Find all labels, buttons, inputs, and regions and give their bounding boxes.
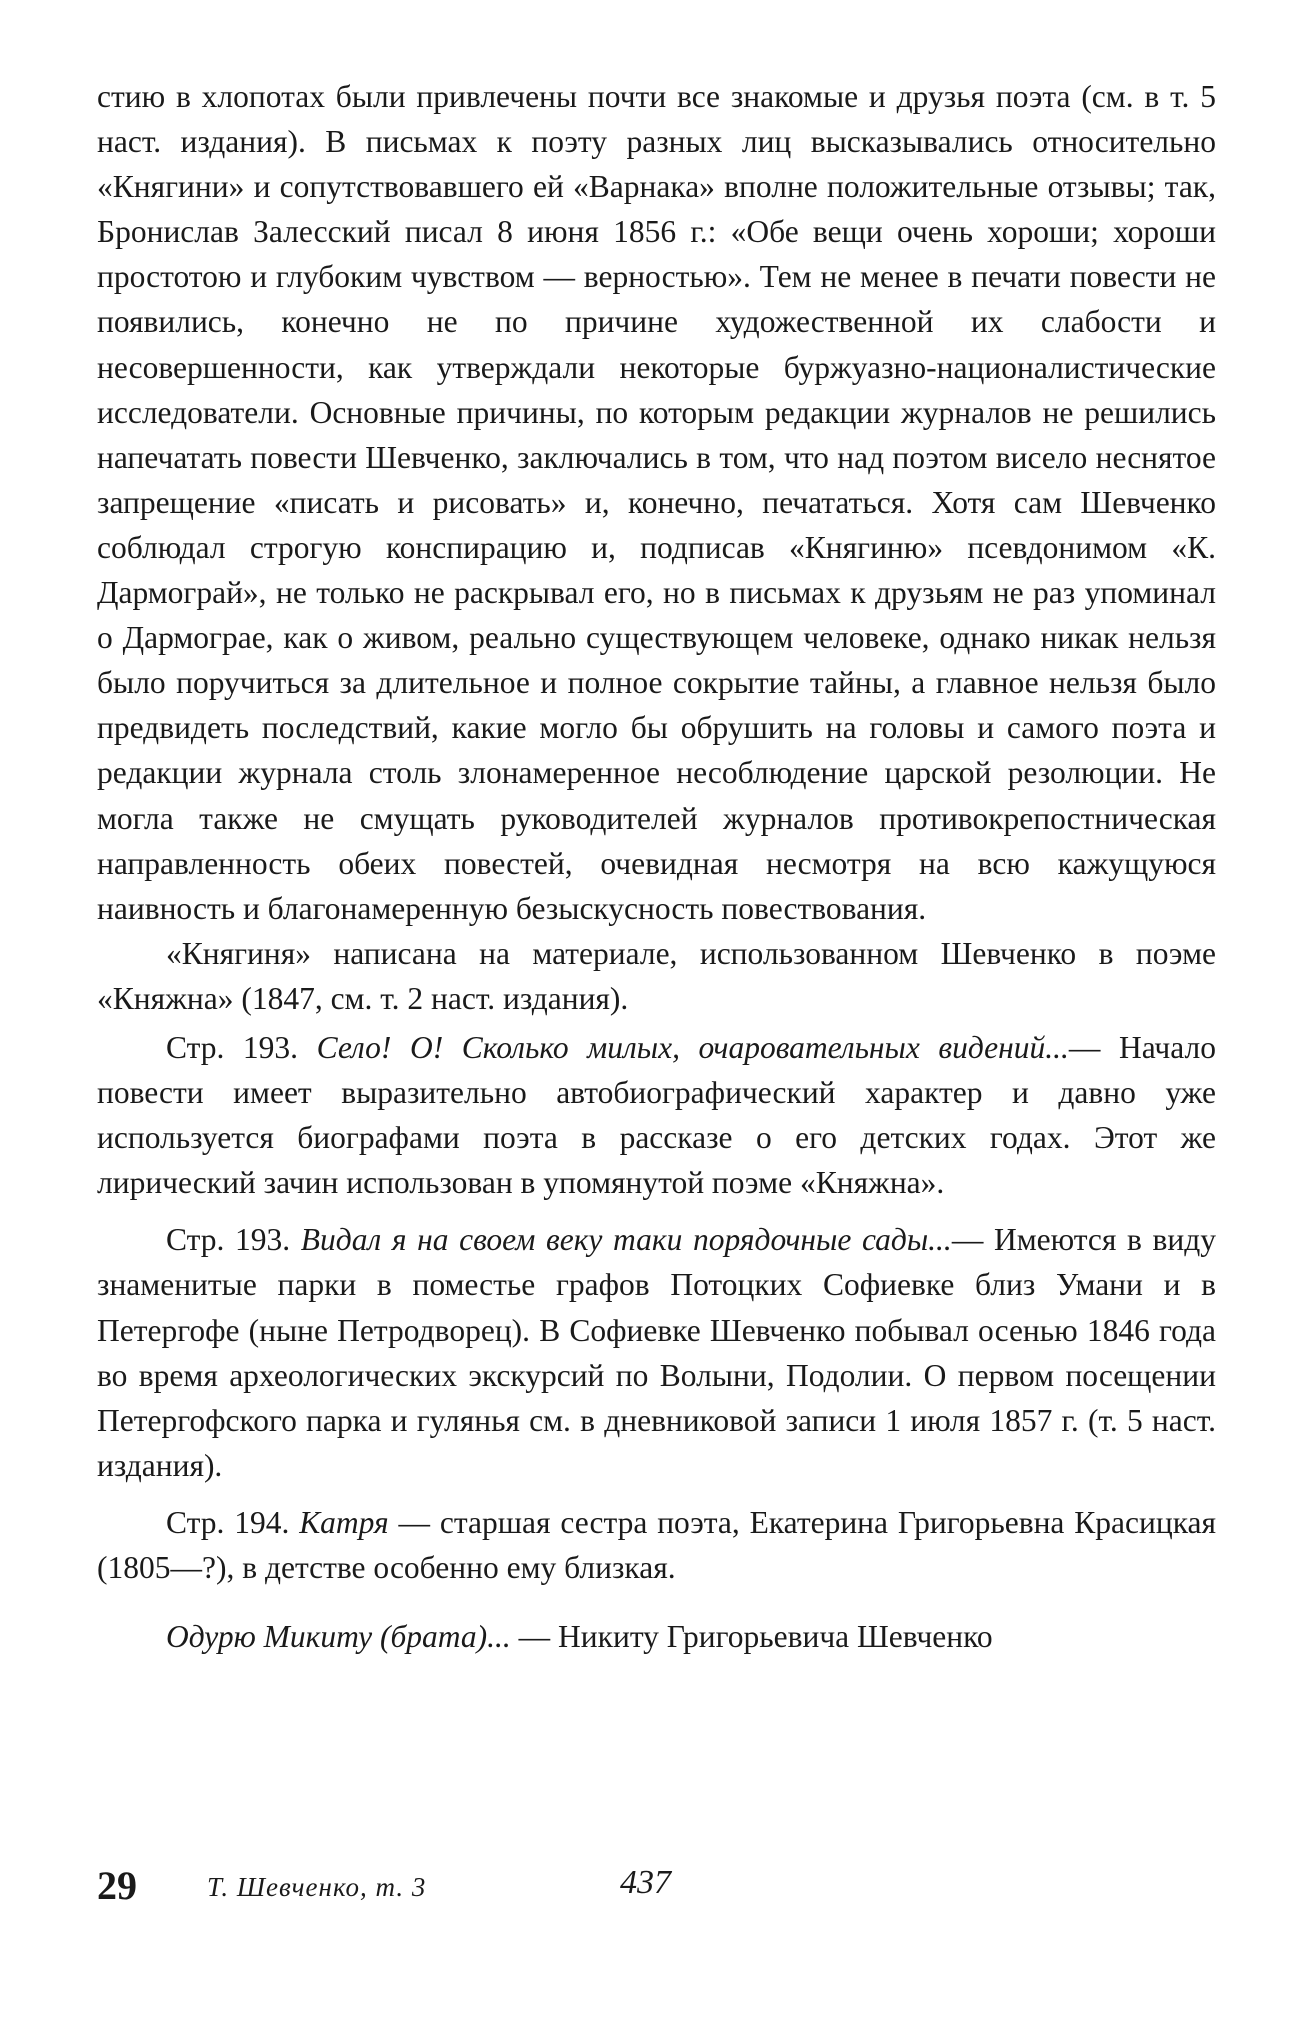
note-4 <box>97 1614 1216 1659</box>
note-1 <box>97 1025 1216 1205</box>
note-1-ref: Стр. 193. <box>166 1029 299 1065</box>
note-3-text: — старшая сестра поэта, Екатерина Григорьевна Красицкая (1805—?), в детстве особенно ему близкая. <box>97 1504 1217 1585</box>
page-body <box>97 74 1216 1659</box>
note-2-text: — Имеются в виду знаменитые парки в поместье графов Потоцких Софиевке близ Умани и в Петергофе (ныне Петродворец). В Софиевке Шевченко побывал осенью 1846 года во время археологических экскурсий по Волыни, Подолии. О первом посещении Петергофского парка и гулянья см. в дневниковой записи 1 июля 1857 г. (т. 5 наст. издания). <box>97 1222 1216 1483</box>
signature-number: 29 <box>97 1863 137 1908</box>
signature-title: Т. Шевченко, т. 3 <box>207 1872 427 1902</box>
note-3 <box>97 1500 1216 1590</box>
note-4-text: — Никиту Григорьевича Шевченко <box>510 1619 993 1655</box>
note-2-ref: Стр. 193. <box>166 1222 291 1258</box>
note-4-quote: Одурю Микиту (брата)... <box>166 1619 511 1655</box>
note-3-quote: Катря <box>299 1504 389 1540</box>
page-number: 437 <box>620 1864 671 1901</box>
note-1-quote: Село! О! Сколько милых, очаровательных видений... <box>316 1029 1069 1065</box>
note-2-quote: Видал я на своем веку таки порядочные сады... <box>300 1222 952 1258</box>
note-2 <box>97 1217 1216 1488</box>
page-footer <box>97 1862 1217 1912</box>
note-3-ref: Стр. 194. <box>166 1504 290 1540</box>
paragraph-continuation: стию в хлопотах были привлечены почти все знакомые и друзья поэта (см. в т. 5 наст. издания). В письмах к поэту разных лиц высказывались относительно «Княгини» и сопутствовавшего ей «Варнака» вполне положительные отзывы; так, Бронислав Залесский писал 8 июня 1856 г.: «Обе вещи очень хороши; хороши простотою и глубоким чувством — верностью». Тем не менее в печати повести не появились, конечно не по причине художественной их слабости и несовершенности, как утверждали некоторые буржуазно-националистические исследователи. Основные причины, по которым редакции журналов не решились напечатать повести Шевченко, заключались в том, что над поэтом висело неснятое запрещение «писать и рисовать» и, конечно, печататься. Хотя сам Шевченко соблюдал строгую конспирацию и, подписав «Княгиню» псевдонимом «К. Дармограй», не только не раскрывал его, но в письмах к друзьям не раз упоминал о Дармограе, как о живом, реально существующем человеке, однако никак нельзя было поручиться за длительное и полное сокрытие тайны, а главное нельзя было предвидеть последствий, какие могло бы обрушить на головы и самого поэта и редакции журнала столь злонамеренное несоблюдение царской резолюции. Не могла также не смущать руководителей журналов противокрепостническая направленность обеих повестей, очевидная несмотря на всю кажущуюся наивность и благонамеренную безыскусность повествования. <box>97 79 1216 926</box>
note-1-text: — Начало повести имеет выразительно автобиографический характер и давно уже используется биографами поэта в рассказе о его детских годах. Этот же лирический зачин использован в упомянутой поэме «Княжна». <box>97 1029 1216 1201</box>
paragraph-knyaginya-source: «Княгиня» написана на материале, использованном Шевченко в поэме «Княжна» (1847, см. т. 2 наст. издания). <box>97 935 1216 1016</box>
